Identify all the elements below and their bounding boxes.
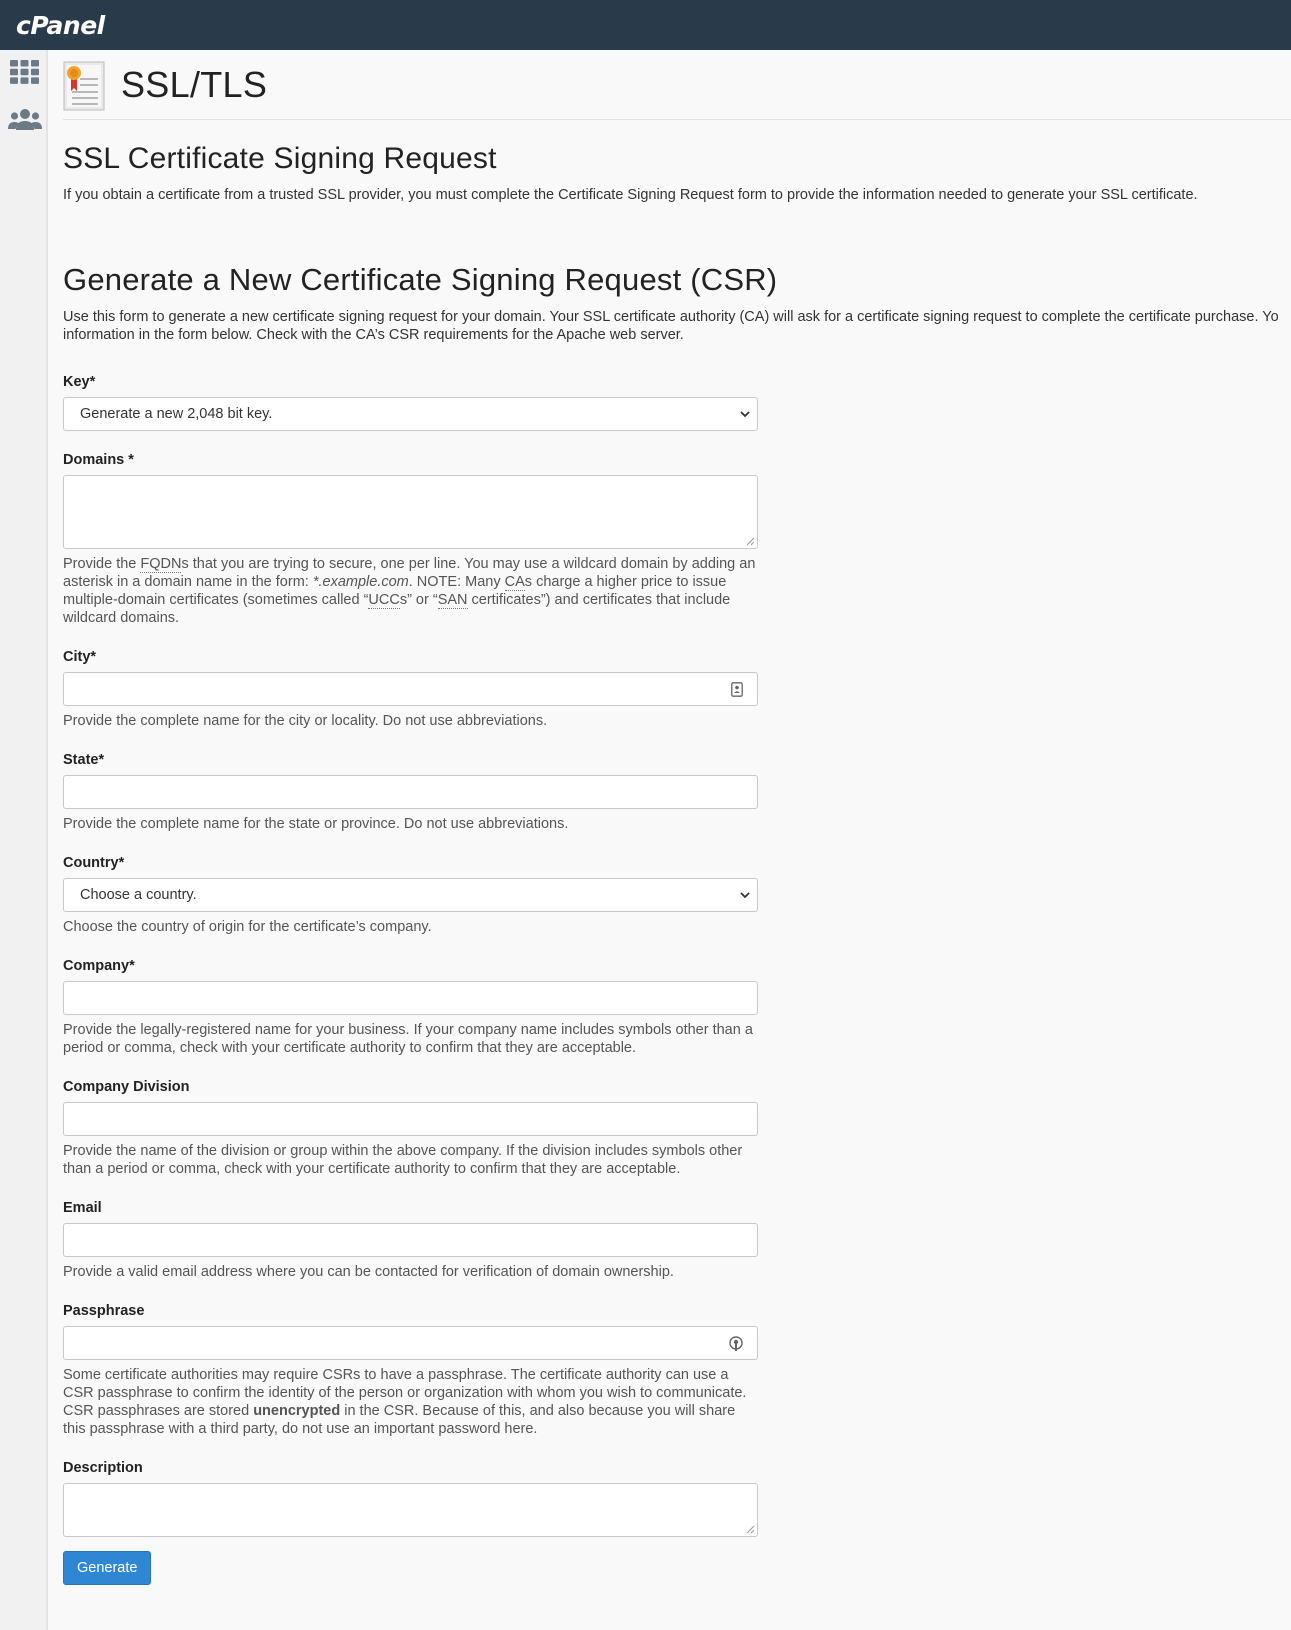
state-help: Provide the complete name for the state or province. Do not use abbreviations. — [63, 816, 569, 832]
city-label: City* — [63, 649, 97, 665]
description-label: Description — [63, 1460, 143, 1476]
division-field — [63, 1078, 758, 1178]
country-help: Choose the country of origin for the certificate’s company. — [63, 919, 432, 935]
page-header — [63, 50, 1291, 120]
chevron-down-icon — [739, 889, 751, 901]
ca-abbr: CA — [504, 574, 525, 590]
domains-help: Provide the FQDNs that you are trying to secure, one per line. You may use a wildcard domain by adding an asterisk in a domain name in the form: *.example.com. NOTE: Many CAs charge a higher price to issue multiple-domain certificates (sometimes called “UCCs” or “SAN certificates”) and certificates that include wildcard domains. — [63, 556, 756, 626]
country-label: Country* — [63, 855, 125, 871]
password-key-icon[interactable] — [729, 1336, 743, 1352]
state-field — [63, 751, 758, 833]
fqdn-abbr: FQDN — [140, 556, 182, 572]
ucc-abbr: UCC — [368, 592, 400, 608]
domains-label: Domains * — [63, 452, 134, 468]
key-select[interactable] — [63, 397, 758, 431]
email-field — [63, 1199, 758, 1281]
sidebar — [0, 50, 48, 1630]
contact-card-icon[interactable] — [731, 682, 743, 697]
generate-csr-description — [63, 308, 1291, 344]
company-label: Company* — [63, 958, 135, 974]
division-help: Provide the name of the division or group within the above company. If the division includes symbols other than a period or comma, check with your certificate authority to confirm that they are acceptable. — [63, 1143, 743, 1177]
form-actions — [63, 1551, 758, 1585]
domains-textarea[interactable] — [63, 475, 758, 549]
section-title: SSL Certificate Signing Request — [63, 142, 497, 175]
state-input[interactable] — [63, 775, 758, 809]
chevron-down-icon — [739, 408, 751, 420]
passphrase-help: Some certificate authorities may require CSRs to have a passphrase. The certificate authority can use a CSR passphrase to confirm the identity of the person or organization with whom you wish to communicate. CSR passphrases are stored unencrypted in the CSR. Because of this, and also because you will share this passphrase with a third party, do not use an important password here. — [63, 1367, 747, 1437]
top-bar — [0, 0, 1291, 50]
wildcard-example: *.example.com — [312, 574, 409, 590]
csr-form — [63, 373, 758, 1585]
description-textarea[interactable] — [63, 1483, 758, 1537]
country-select[interactable] — [63, 878, 758, 912]
division-label: Company Division — [63, 1079, 190, 1095]
users-icon[interactable] — [8, 108, 42, 132]
email-help: Provide a valid email address where you can be contacted for verification of domain ownership. — [63, 1264, 674, 1280]
main-content — [63, 50, 1291, 1630]
generate-csr-title: Generate a New Certificate Signing Request (CSR) — [63, 262, 778, 297]
company-input[interactable] — [63, 981, 758, 1015]
key-select-value: Generate a new 2,048 bit key. — [80, 406, 273, 422]
country-select-value: Choose a country. — [80, 887, 197, 903]
generate-button[interactable]: Generate — [63, 1551, 151, 1585]
unencrypted-emphasis: unencrypted — [253, 1403, 341, 1419]
certificate-icon — [63, 61, 105, 111]
generate-desc-line2: information in the form below. Check with the CA’s CSR requirements for the Apache web server. — [63, 327, 684, 343]
division-input[interactable] — [63, 1102, 758, 1136]
key-label: Key* — [63, 374, 96, 390]
city-input[interactable] — [63, 672, 758, 706]
passphrase-field — [63, 1302, 758, 1438]
cpanel-logo[interactable]: cPanel — [16, 10, 105, 40]
resize-handle-icon[interactable] — [746, 1525, 755, 1534]
description-field — [63, 1459, 758, 1537]
country-field — [63, 854, 758, 936]
page-title: SSL/TLS — [121, 63, 268, 105]
passphrase-label: Passphrase — [63, 1303, 145, 1319]
generate-desc-line1: Use this form to generate a new certificate signing request for your domain. Your SSL certificate authority (CA) will ask for a certificate signing request to complete the certificate purchase. Yo — [63, 309, 1279, 325]
state-label: State* — [63, 752, 105, 768]
san-abbr: SAN — [437, 592, 468, 608]
domains-field — [63, 451, 758, 627]
passphrase-input[interactable] — [63, 1326, 758, 1360]
company-field — [63, 957, 758, 1057]
email-label: Email — [63, 1200, 102, 1216]
resize-handle-icon[interactable] — [746, 537, 755, 546]
grid-icon[interactable] — [10, 60, 39, 84]
section-intro: If you obtain a certificate from a trusted SSL provider, you must complete the Certificate Signing Request form to provide the information needed to generate your SSL certificate. — [63, 187, 1198, 203]
company-help: Provide the legally-registered name for your business. If your company name includes symbols other than a period or comma, check with your certificate authority to confirm that they are acceptable. — [63, 1022, 753, 1056]
email-input[interactable] — [63, 1223, 758, 1257]
key-field — [63, 373, 758, 431]
city-field — [63, 648, 758, 730]
city-help: Provide the complete name for the city or locality. Do not use abbreviations. — [63, 713, 548, 729]
